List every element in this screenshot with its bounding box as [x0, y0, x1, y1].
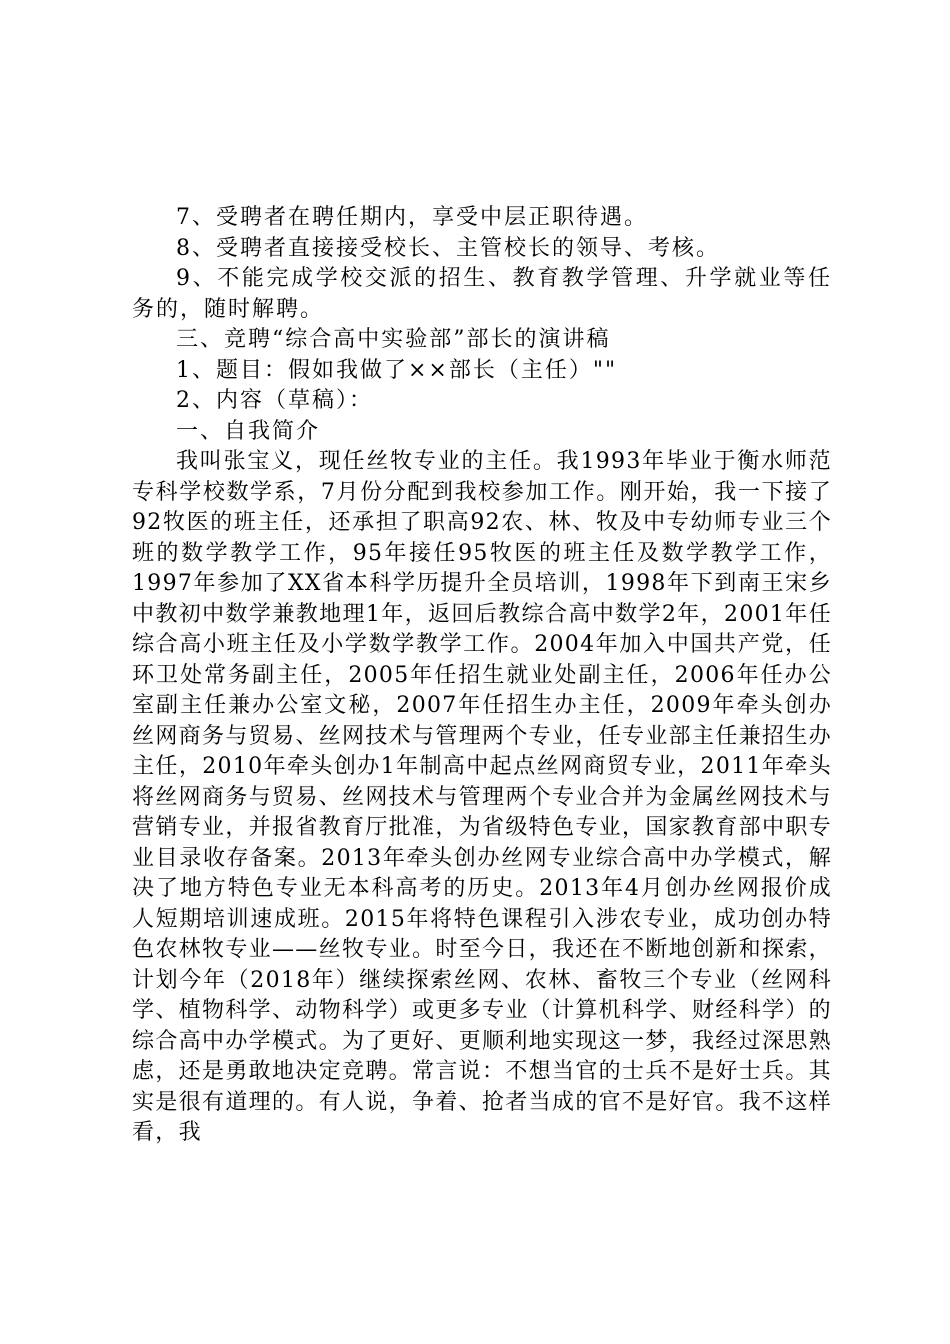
paragraph-item-7: 7、受聘者在聘任期内，享受中层正职待遇。 [176, 205, 648, 230]
paragraph-item-9: 9、不能完成学校交派的招生、教育教学管理、升学就业等任务的，随时解聘。 [132, 266, 832, 322]
document-body [132, 203, 832, 1149]
paragraph-title: 1、题目：假如我做了××部长（主任）"" [176, 357, 618, 383]
paragraph-content: 2、内容（草稿）： [176, 388, 373, 413]
section-heading-self-intro: 一、自我简介 [176, 418, 321, 444]
self-intro-body: 我叫张宝义，现任丝牧专业的主任。我1993年毕业于衡水师范专科学校数学系，7月份分配到我校参加工作。刚开始，我一下接了92牧医的班主任，还承担了职高92农、林、牧及中专幼师专业三个班的数学教学工作，95年接任95牧医的班主任及数学教学工作，1997年参加了XX省本科学历提升全员培训，1998年下到南王宋乡中教初中数学兼教地理1年，返回后教综合高中数学2年，2001年任综合高小班主任及小学数学教学工作。2004年加入中国共产党，任环卫处常务副主任，2005年任招生就业处副主任，2006年任办公室副主任兼办公室文秘，2007年任招生办主任，2009年牵头创办丝网商务与贸易、丝网技术与管理两个专业，任专业部主任兼招生办主任，2010年牵头创办1年制高中起点丝网商贸专业，2011年牵头将丝网商务与贸易、丝网技术与管理两个专业合并为金属丝网技术与营销专业，并报省教育厅批准，为省级特色专业，国家教育部中职专业目录收存备案。2013年牵头创办丝网专业综合高中办学模式，解决了地方特色专业无本科高考的历史。2013年4月创办丝网报价成人短期培训速成班。2015年将特色课程引入涉农专业，成功创办特色农林牧专业——丝牧专业。时至今日，我还在不断地创新和探索，计划今年（2018年）继续探索丝网、农林、畜牧三个专业（丝网科学、植物科学、动物科学）或更多专业（计算机科学、财经科学）的综合高中办学模式。为了更好、更顺利地实现这一梦，我经过深思熟虑，还是勇敢地决定竞聘。常言说：不想当官的士兵不是好士兵。其实是很有道理的。有人说，争着、抢者当成的官不是好官。我不这样看，我 [132, 449, 832, 1145]
section-heading-speech: 三、竞聘“综合高中实验部”部长的演讲稿 [176, 327, 611, 352]
paragraph-item-8: 8、受聘者直接接受校长、主管校长的领导、考核。 [176, 235, 720, 261]
